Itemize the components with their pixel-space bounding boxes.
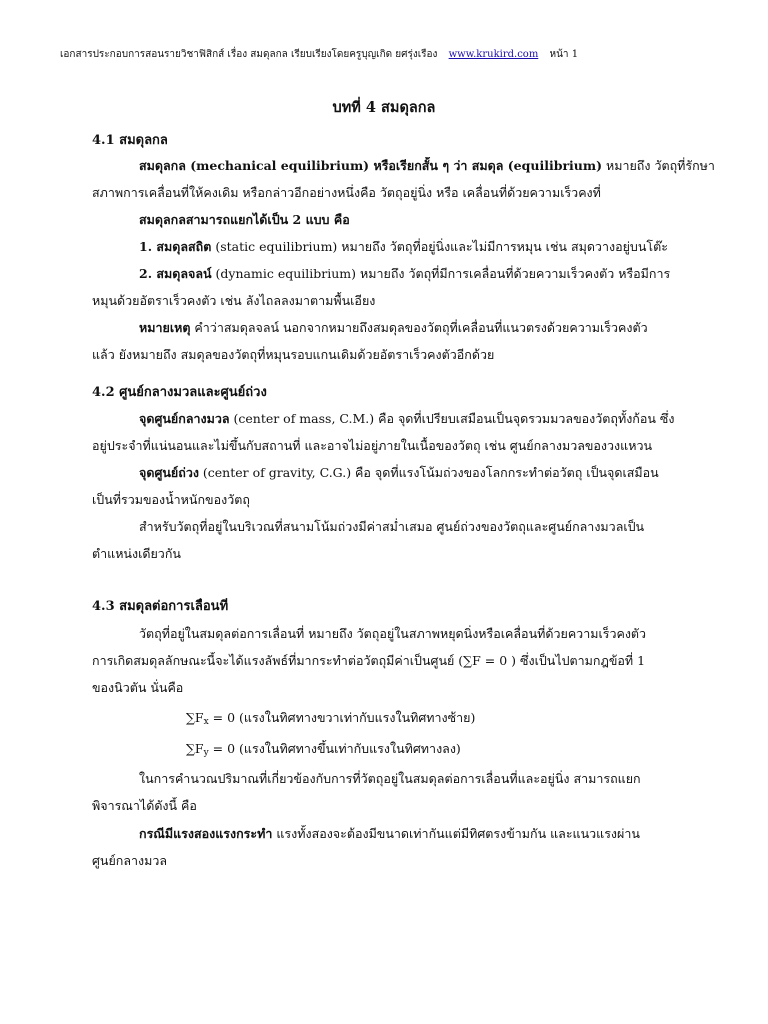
paragraph-line <box>139 157 715 175</box>
equation-text: = 0 (แรงในทิศทางขวาเท่ากับแรงในทิศทางซ้าย) <box>208 710 476 725</box>
paragraph-line: ตำแหน่งเดียวกัน <box>92 546 181 561</box>
note-label: หมายเหตุ <box>139 320 191 335</box>
term-center-of-gravity: จุดศูนย์ถ่วง <box>139 465 199 480</box>
paragraph-line <box>139 825 640 843</box>
paragraph-line: แล้ว ยังหมายถึง สมดุลของวัตถุที่หมุนรอบแกนเดิมด้วยอัตราเร็วคงตัวอีกด้วย <box>92 347 495 362</box>
equation-symbol: ∑F <box>186 741 204 756</box>
paragraph-line: วัตถุที่อยู่ในสมดุลต่อการเลื่อนที่ หมายถึง วัตถุอยู่ในสภาพหยุดนิ่งหรือเคลื่อนที่ด้วยความเร็วคงตัว <box>139 626 647 641</box>
paragraph-line: สำหรับวัตถุที่อยู่ในบริเวณที่สนามโน้มถ่วงมีค่าสม่ำเสมอ ศูนย์ถ่วงของวัตถุและศูนย์กลางมวลเป็น <box>139 519 645 534</box>
paragraph-line: ของนิวตัน นั่นคือ <box>92 680 184 695</box>
term-mechanical-equilibrium: สมดุลกล (mechanical equilibrium) หรือเรียกสั้น ๆ ว่า สมดุล (equilibrium) <box>139 158 603 173</box>
term-center-of-mass: จุดศูนย์กลางมวล <box>139 411 230 426</box>
term-static-equilibrium: 1. สมดุลสถิต <box>139 239 212 254</box>
list-item-text: (dynamic equilibrium) หมายถึง วัตถุที่มีการเคลื่อนที่ด้วยความเร็วคงตัว หรือมีการ <box>211 266 671 281</box>
equation-subscript: y <box>203 748 209 758</box>
note-text: คำว่าสมดุลจลน์ นอกจากหมายถึงสมดุลของวัตถุที่เคลื่อนที่แนวตรงด้วยความเร็วคงตัว <box>190 320 648 335</box>
paragraph-line: อยู่ประจำที่แน่นอนและไม่ขึ้นกับสถานที่ และอาจไม่อยู่ภายในเนื้อของวัตถุ เช่น ศูนย์กลางมวลของวงแหวน <box>92 438 653 453</box>
equation-symbol: ∑F <box>186 710 204 725</box>
note-line <box>139 319 648 337</box>
list-item <box>139 238 668 256</box>
section-4-1-heading: 4.1 สมดุลกล <box>92 133 168 148</box>
term-dynamic-equilibrium: 2. สมดุลจลน์ <box>139 266 212 281</box>
paragraph-text: (center of mass, C.M.) คือ จุดที่เปรียบเสมือนเป็นจุดรวมมวลของวัตถุทั้งก้อน ซึ่ง <box>229 411 675 426</box>
section-4-2-heading: 4.2 ศูนย์กลางมวลและศูนย์ถ่วง <box>92 385 267 400</box>
paragraph-line: การเกิดสมดุลลักษณะนี้จะได้แรงลัพธ์ที่มากระทำต่อวัตถุมีค่าเป็นศูนย์ (∑F = 0 ) ซึ่งเป็นไปตามกฎข้อที่ 1 <box>92 653 646 668</box>
page-header <box>60 48 680 62</box>
chapter-title: บทที่ 4 สมดุลกล <box>332 99 436 116</box>
paragraph-text: แรงทั้งสองจะต้องมีขนาดเท่ากันแต่มีทิศตรงข้ามกัน และแนวแรงผ่าน <box>272 826 640 841</box>
equation-sum-fx <box>186 709 475 731</box>
paragraph-line: หมุนด้วยอัตราเร็วคงตัว เช่น ลังไถลลงมาตามพื้นเอียง <box>92 293 376 308</box>
equation-text: = 0 (แรงในทิศทางขึ้นเท่ากับแรงในทิศทางลง) <box>208 741 461 756</box>
paragraph-line: ในการคำนวณปริมาณที่เกี่ยวข้องกับการที่วัตถุอยู่ในสมดุลต่อการเลื่อนที่และอยู่นิ่ง สามารถแยก <box>139 771 641 786</box>
paragraph-line: ศูนย์กลางมวล <box>92 853 168 868</box>
paragraph-line: เป็นที่รวมของน้ำหนักของวัตถุ <box>92 492 250 507</box>
website-link[interactable]: www.krukird.com <box>448 49 539 60</box>
section-4-3-heading: 4.3 สมดุลต่อการเลื่อนที่ <box>92 599 229 614</box>
term-two-forces-case: กรณีมีแรงสองแรงกระทำ <box>139 826 273 841</box>
paragraph-line <box>139 410 674 428</box>
list-item-text: (static equilibrium) หมายถึง วัตถุที่อยู่นิ่งและไม่มีการหมุน เช่น สมุดวางอยู่บนโต๊ะ <box>211 239 668 254</box>
header-text: เอกสารประกอบการสอนรายวิชาฟิสิกส์ เรื่อง สมดุลกล เรียบเรียงโดยครูบุญเกิด ยศรุ่งเรือง <box>60 49 438 60</box>
paragraph-line: สภาพการเคลื่อนที่ให้คงเดิม หรือกล่าวอีกอย่างหนึ่งคือ วัตถุอยู่นิ่ง หรือ เคลื่อนที่ด้วยความเร็วคงที่ <box>92 185 601 200</box>
paragraph-line: พิจารณาได้ดังนี้ คือ <box>92 798 197 813</box>
list-item <box>139 265 670 283</box>
paragraph-text: (center of gravity, C.G.) คือ จุดที่แรงโน้มถ่วงของโลกกระทำต่อวัตถุ เป็นจุดเสมือน <box>198 465 659 480</box>
page-number: หน้า 1 <box>549 49 579 60</box>
paragraph-text: หมายถึง วัตถุที่รักษา <box>602 158 715 173</box>
paragraph-line: สมดุลกลสามารถแยกได้เป็น 2 แบบ คือ <box>139 212 350 227</box>
paragraph-line <box>139 464 659 482</box>
equation-subscript: x <box>203 717 209 727</box>
equation-sum-fy <box>186 740 461 762</box>
